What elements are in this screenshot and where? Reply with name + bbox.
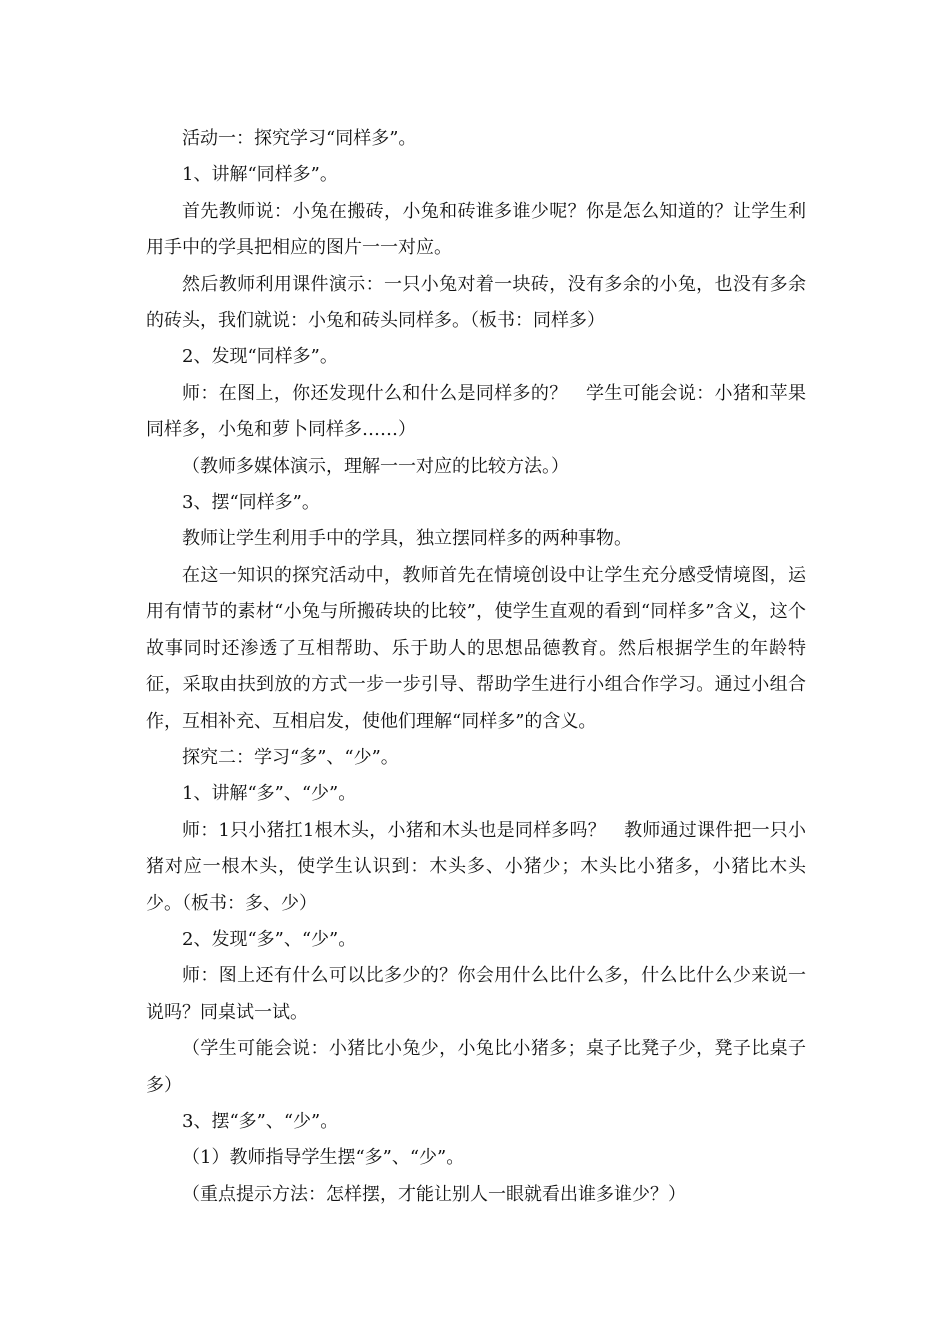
paragraph-arrange-same-heading: 3、摆“同样多”。 [182, 492, 320, 514]
paragraph-students-arrange-same: 教师让学生利用手中的学具，独立摆同样多的两种事物。 [182, 528, 632, 550]
paragraph-arrange-more-less-heading: 3、摆“多”、“少”。 [182, 1110, 339, 1132]
document-body [146, 121, 806, 1213]
paragraph-explore-two-heading: 探究二：学习“多”、“少”。 [182, 746, 399, 768]
paragraph-explain-more-less-heading: 1、讲解“多”、“少”。 [182, 783, 357, 805]
paragraph-activity-one-heading: 活动一：探究学习“同样多”。 [182, 128, 417, 149]
paragraph-teacher-pig-logs: 师：1只小猪扛1根木头，小猪和木头也是同样多吗？ 教师通过课件把一只小猪对应一根木头，使学生认识到：木头多、小猪少；木头比小猪多，小猪比木头少。（板书：多、少） [146, 819, 806, 914]
paragraph-explain-same-heading: 1、讲解“同样多”。 [182, 164, 338, 186]
paragraph-discover-same-heading: 2、发现“同样多”。 [182, 346, 338, 368]
paragraph-courseware-demo: 然后教师利用课件演示：一只小兔对着一块砖，没有多余的小兔，也没有多余的砖头，我们就说：小兔和砖头同样多。（板书：同样多） [146, 273, 806, 332]
paragraph-teacher-question-compare: 师：图上还有什么可以比多少的？你会用什么比什么多，什么比什么少来说一说吗？同桌试一试。 [146, 965, 806, 1023]
paragraph-discover-more-less-heading: 2、发现“多”、“少”。 [182, 928, 357, 950]
paragraph-activity-reflection: 在这一知识的探究活动中，教师首先在情境创设中让学生充分感受情境图，运用有情节的素材“小兔与所搬砖块的比较”，使学生直观的看到“同样多”含义，这个故事同时还渗透了互相帮助、乐于助人的思想品德教育。然后根据学生的年龄特征，采取由扶到放的方式一步一步引导、帮助学生进行小组合作学习。通过小组合作，互相补充、互相启发，使他们理解“同样多”的含义。 [146, 564, 806, 732]
paragraph-student-answers: （学生可能会说：小猪比小兔少，小兔比小猪多；桌子比凳子少，凳子比桌子多） [146, 1038, 806, 1096]
paragraph-method-hint: （重点提示方法：怎样摆，才能让别人一眼就看出谁多谁少？） [182, 1183, 686, 1205]
paragraph-multimedia-demo: （教师多媒体演示，理解一一对应的比较方法。） [182, 455, 569, 477]
paragraph-teacher-first: 首先教师说：小兔在搬砖，小兔和砖谁多谁少呢？你是怎么知道的？让学生利用手中的学具把相应的图片一一对应。 [146, 200, 806, 259]
paragraph-teacher-question-same: 师：在图上，你还发现什么和什么是同样多的？ 学生可能会说：小猪和苹果同样多，小兔和萝卜同样多……） [146, 382, 806, 441]
paragraph-teacher-guides-arrange: （1）教师指导学生摆“多”、“少”。 [182, 1147, 465, 1169]
